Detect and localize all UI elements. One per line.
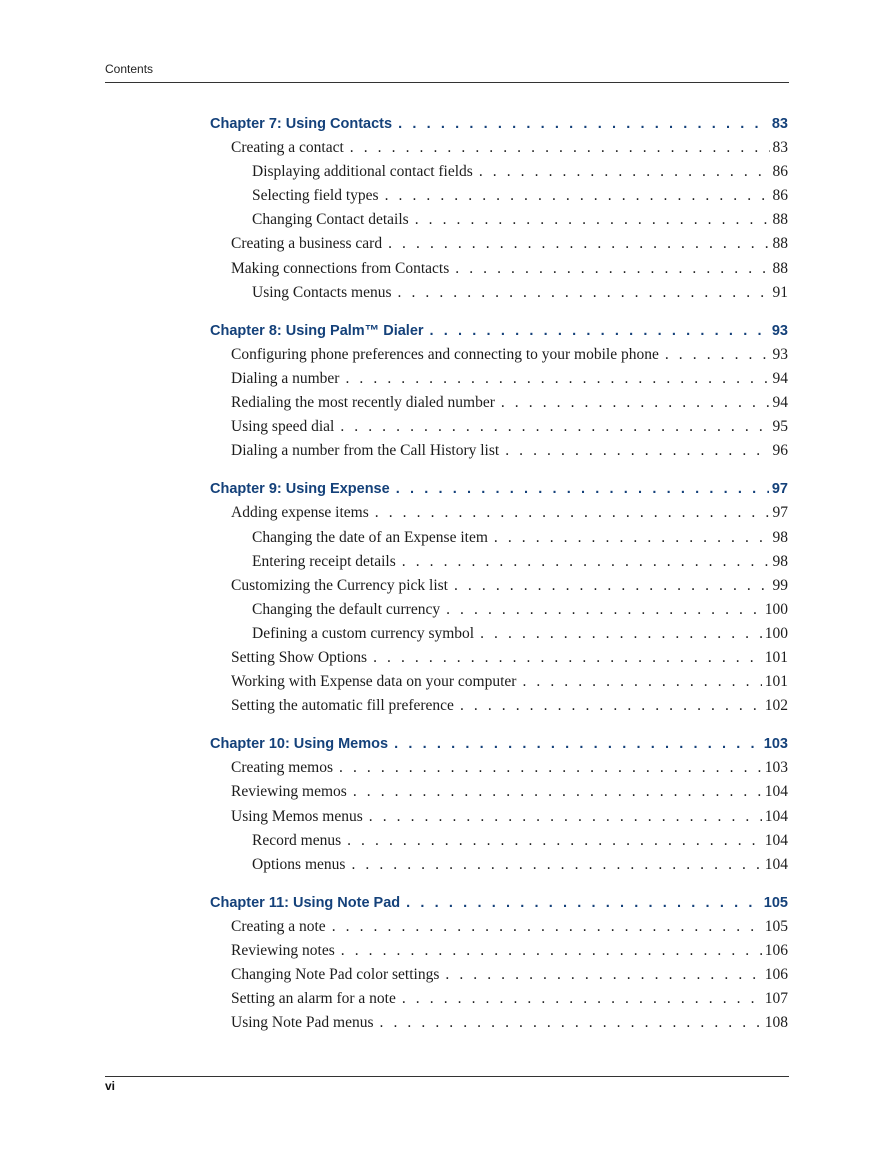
dot-leader — [341, 939, 762, 963]
dot-leader — [373, 646, 762, 670]
dot-leader — [445, 963, 761, 987]
toc-entry-page: 86 — [772, 163, 788, 181]
toc-chapter-heading[interactable] — [210, 732, 788, 756]
toc-entry-title: Chapter 8: Using Palm™ Dialer — [210, 322, 424, 339]
dot-leader — [353, 780, 762, 804]
toc-chapter-block — [210, 319, 788, 464]
toc-entry-title: Changing the date of an Expense item — [252, 528, 488, 546]
toc-entry-page: 93 — [771, 322, 788, 339]
toc-section-entry[interactable] — [210, 501, 788, 525]
dot-leader — [351, 853, 761, 877]
dot-leader — [332, 915, 762, 939]
toc-chapter-block — [210, 891, 788, 1036]
page-number: vi — [105, 1079, 116, 1093]
toc-section-entry[interactable] — [210, 670, 788, 694]
toc-section-entry[interactable] — [210, 257, 788, 281]
toc-entry-page: 106 — [764, 966, 788, 984]
toc-section-entry[interactable] — [210, 574, 788, 598]
dot-leader — [455, 257, 769, 281]
toc-entry-title: Creating a contact — [231, 139, 344, 157]
toc-entry-page: 95 — [772, 418, 788, 436]
toc-entry-title: Changing the default currency — [252, 600, 441, 618]
toc-chapter-heading[interactable] — [210, 112, 788, 136]
toc-entry-page: 105 — [764, 917, 788, 935]
toc-subsection-entry[interactable] — [210, 622, 788, 646]
footer-rule — [105, 1076, 789, 1077]
toc-section-entry[interactable] — [210, 939, 788, 963]
toc-entry-title: Defining a custom currency symbol — [252, 624, 475, 642]
toc-section-entry[interactable] — [210, 646, 788, 670]
toc-entry-page: 98 — [772, 528, 788, 546]
toc-entry-page: 94 — [772, 369, 788, 387]
toc-subsection-entry[interactable] — [210, 598, 788, 622]
toc-entry-page: 104 — [764, 831, 788, 849]
toc-section-entry[interactable] — [210, 1011, 788, 1035]
toc-entry-title: Dialing a number from the Call History list — [231, 442, 500, 460]
dot-leader — [398, 112, 769, 136]
toc-entry-title: Working with Expense data on your computer — [231, 673, 517, 691]
dot-leader — [501, 391, 770, 415]
toc-entry-page: 101 — [764, 648, 788, 666]
dot-leader — [347, 829, 762, 853]
toc-entry-title: Chapter 11: Using Note Pad — [210, 894, 401, 911]
toc-entry-page: 104 — [764, 855, 788, 873]
toc-entry-title: Options menus — [252, 855, 346, 873]
toc-entry-title: Setting the automatic fill preference — [231, 697, 454, 715]
toc-entry-page: 88 — [772, 259, 788, 277]
dot-leader — [479, 160, 770, 184]
toc-subsection-entry[interactable] — [210, 208, 788, 232]
toc-section-entry[interactable] — [210, 805, 788, 829]
toc-chapter-block — [210, 477, 788, 718]
toc-chapter-heading[interactable] — [210, 477, 788, 501]
toc-entry-title: Creating memos — [231, 759, 334, 777]
toc-entry-title: Setting an alarm for a note — [231, 990, 396, 1008]
dot-leader — [388, 232, 769, 256]
toc-entry-title: Creating a business card — [231, 235, 383, 253]
toc-chapter-heading[interactable] — [210, 319, 788, 343]
toc-entry-title: Reviewing notes — [231, 942, 335, 959]
toc-entry-page: 83 — [771, 116, 788, 132]
dot-leader — [385, 184, 770, 208]
toc-section-entry[interactable] — [210, 439, 788, 463]
dot-leader — [345, 367, 769, 391]
toc-entry-page: 102 — [764, 697, 788, 715]
dot-leader — [505, 439, 769, 463]
toc-subsection-entry[interactable] — [210, 853, 788, 877]
dot-leader — [375, 501, 770, 525]
dot-leader — [396, 477, 769, 501]
toc-entry-title: Using Contacts menus — [252, 283, 392, 301]
toc-entry-page: 106 — [764, 942, 788, 959]
toc-entry-title: Making connections from Contacts — [231, 259, 450, 277]
dot-leader — [380, 1011, 762, 1035]
toc-section-entry[interactable] — [210, 963, 788, 987]
dot-leader — [460, 694, 762, 718]
toc-entry-title: Customizing the Currency pick list — [231, 576, 448, 594]
toc-entry-title: Displaying additional contact fields — [252, 163, 473, 181]
toc-subsection-entry[interactable] — [210, 281, 788, 305]
dot-leader — [402, 987, 762, 1011]
toc-section-entry[interactable] — [210, 391, 788, 415]
toc-entry-title: Chapter 7: Using Contacts — [210, 116, 393, 132]
toc-entry-page: 93 — [772, 345, 788, 363]
toc-entry-page: 100 — [764, 600, 788, 618]
toc-entry-title: Setting Show Options — [231, 648, 368, 666]
toc-entry-title: Creating a note — [231, 917, 326, 935]
dot-leader — [394, 732, 761, 756]
dot-leader — [454, 574, 770, 598]
dot-leader — [369, 805, 762, 829]
toc-section-entry[interactable] — [210, 694, 788, 718]
toc-entry-page: 88 — [772, 211, 788, 229]
toc-entry-page: 108 — [764, 1014, 788, 1032]
toc-section-entry[interactable] — [210, 415, 788, 439]
dot-leader — [350, 136, 770, 160]
toc-entry-page: 107 — [764, 990, 788, 1008]
toc-section-entry[interactable] — [210, 232, 788, 256]
toc-entry-page: 86 — [772, 187, 788, 205]
dot-leader — [398, 281, 770, 305]
toc-entry-page: 103 — [763, 736, 788, 753]
dot-leader — [494, 526, 770, 550]
toc-entry-title: Selecting field types — [252, 187, 379, 205]
toc-entry-page: 94 — [772, 394, 788, 412]
dot-leader — [402, 550, 770, 574]
toc-entry-title: Reviewing memos — [231, 783, 347, 801]
running-head: Contents — [105, 62, 154, 76]
dot-leader — [339, 756, 762, 780]
toc-subsection-entry[interactable] — [210, 829, 788, 853]
dot-leader — [522, 670, 761, 694]
toc-entry-page: 97 — [771, 481, 788, 498]
toc-section-entry[interactable] — [210, 987, 788, 1011]
toc-entry-title: Dialing a number — [231, 369, 340, 387]
toc-subsection-entry[interactable] — [210, 184, 788, 208]
toc-entry-title: Using Memos menus — [231, 807, 363, 825]
dot-leader — [430, 319, 769, 343]
toc-entry-title: Configuring phone preferences and connecting to your mobile phone — [231, 345, 659, 363]
toc-entry-title: Using Note Pad menus — [231, 1014, 374, 1032]
toc-section-entry[interactable] — [210, 343, 788, 367]
toc-entry-page: 97 — [772, 504, 788, 522]
toc-section-entry[interactable] — [210, 915, 788, 939]
toc-entry-title: Chapter 9: Using Expense — [210, 481, 390, 498]
toc-chapter-block — [210, 732, 788, 877]
toc-entry-page: 83 — [772, 139, 788, 157]
table-of-contents — [210, 112, 788, 1049]
dot-leader — [480, 622, 762, 646]
toc-section-entry[interactable] — [210, 367, 788, 391]
toc-entry-title: Using speed dial — [231, 418, 335, 436]
toc-entry-page: 96 — [772, 442, 788, 460]
toc-entry-page: 88 — [772, 235, 788, 253]
toc-entry-page: 104 — [764, 807, 788, 825]
toc-entry-page: 104 — [764, 783, 788, 801]
toc-subsection-entry[interactable] — [210, 550, 788, 574]
dot-leader — [340, 415, 769, 439]
toc-entry-title: Adding expense items — [231, 504, 369, 522]
toc-entry-page: 99 — [772, 576, 788, 594]
toc-section-entry[interactable] — [210, 780, 788, 804]
dot-leader — [415, 208, 770, 232]
toc-chapter-block — [210, 112, 788, 305]
toc-entry-title: Chapter 10: Using Memos — [210, 736, 389, 753]
toc-entry-page: 105 — [763, 894, 788, 911]
toc-entry-title: Changing Contact details — [252, 211, 409, 229]
toc-entry-page: 101 — [764, 673, 788, 691]
dot-leader — [665, 343, 770, 367]
toc-section-entry[interactable] — [210, 136, 788, 160]
dot-leader — [406, 891, 761, 915]
toc-chapter-heading[interactable] — [210, 891, 788, 915]
toc-entry-page: 98 — [772, 552, 788, 570]
toc-entry-title: Changing Note Pad color settings — [231, 966, 440, 984]
toc-entry-title: Entering receipt details — [252, 552, 396, 570]
toc-subsection-entry[interactable] — [210, 526, 788, 550]
toc-entry-page: 100 — [764, 624, 788, 642]
header-rule — [105, 82, 789, 83]
toc-section-entry[interactable] — [210, 756, 788, 780]
toc-entry-page: 103 — [764, 759, 788, 777]
toc-subsection-entry[interactable] — [210, 160, 788, 184]
toc-entry-page: 91 — [772, 283, 788, 301]
toc-entry-title: Record menus — [252, 831, 342, 849]
toc-entry-title: Redialing the most recently dialed number — [231, 394, 495, 412]
dot-leader — [446, 598, 762, 622]
